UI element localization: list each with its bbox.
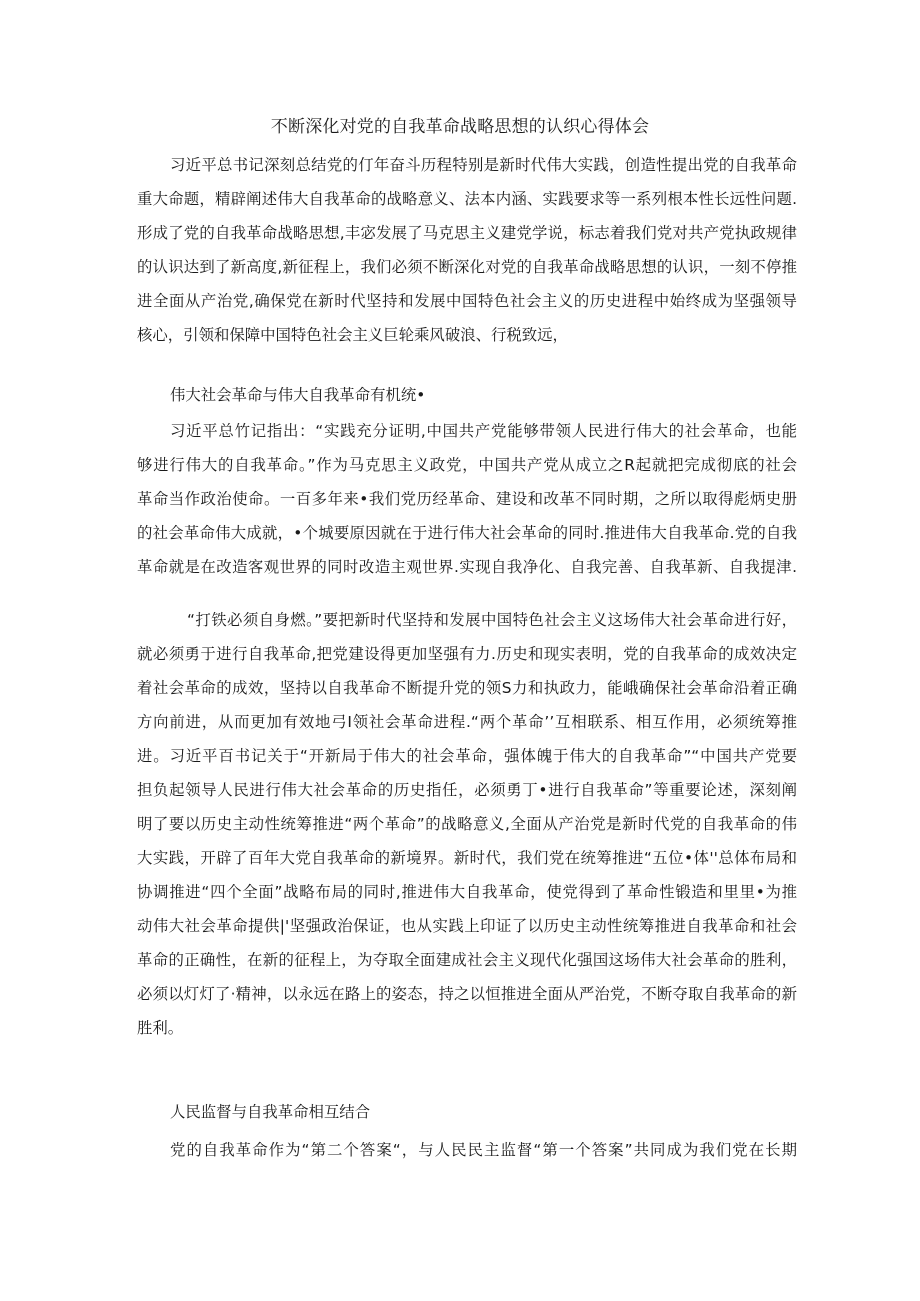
paragraph-line: 动伟大社会革命提供|'坚强政治保证，也从实践上印证了以历史主动性统筹推进自我革命和社会 xyxy=(137,917,797,935)
paragraph-line: 明了要以历史主动性统筹推进“两个革命”的战略意义,全面从产治党是新时代党的自我革命的伟 xyxy=(137,815,797,833)
paragraph-4 xyxy=(137,1133,797,1167)
document-title: 不断深化对党的自我革命战略思想的认织心得体会 xyxy=(270,117,650,137)
paragraph-line: “打铁必须自身燃。”要把新时代坚持和发展中国特色社会主义这场伟大社会革命进行好， xyxy=(187,611,797,629)
paragraph-line: 的社会革命伟大成就，•个城要原因就在于进行伟大社会革命的同时.推进伟大自我革命.党的自我 xyxy=(137,524,797,542)
section-heading-2 xyxy=(137,1095,797,1129)
paragraph-2 xyxy=(137,414,797,584)
paragraph-3 xyxy=(137,603,797,1045)
paragraph-line: 担负起领导人民进行伟大社会革命的历史指任，必须勇丁•进行自我革命”等重要论述，深刻阐 xyxy=(137,781,797,799)
paragraph-1 xyxy=(137,148,797,352)
section-heading-1 xyxy=(137,378,797,412)
paragraph-line: 习近平总书记深刻总结党的仃年奋斗历程特别是新时代伟大实践，创造性提出党的自我革命 xyxy=(170,156,797,174)
paragraph-line: 革命当作政治使命。一百多年来•我们党历经革命、建设和改革不同时期，之所以取得彪炳史册 xyxy=(137,490,797,508)
paragraph-line: 胜利。 xyxy=(137,1019,184,1037)
paragraph-line: 习近平总竹记指出：“实践充分证明,中国共产党能够带领人民进行伟大的社会革命，也能 xyxy=(170,422,797,440)
section-heading: 人民监督与自我革命相互结合 xyxy=(170,1103,371,1121)
paragraph-line: 进。习近平百书记关于“开新局于伟大的社会革命，强体魄于伟大的自我革命”“中国共产党要 xyxy=(137,747,797,765)
paragraph-line: 革命就是在改造客观世界的同时改造主观世界.实现自我净化、自我完善、自我革新、自我提津. xyxy=(137,558,797,576)
paragraph-line: 够进行伟大的自我革命。”作为马克思主义政党，中国共产党从成立之R起就把完成彻底的社会 xyxy=(137,456,797,474)
section-heading: 伟大社会革命与伟大自我革命有机统• xyxy=(170,386,426,404)
paragraph-line: 着社会革命的成效，坚持以自我革命不断提升党的领S力和执政力，能峨确保社会革命沿着正确 xyxy=(137,679,797,697)
paragraph-line: 方向前进，从而更加有效地弓I领社会革命进程.“两个革命’’互相联系、相互作用，必须统筹推 xyxy=(137,713,797,731)
paragraph-line: 重大命题，精辟阐述伟大自我革命的战略意义、法本内涵、实践要求等一系列根本性长远性问题. xyxy=(137,190,797,208)
paragraph-line: 党的自我革命作为“第二个答案“，与人民民主监督“第一个答案”共同成为我们党在长期 xyxy=(170,1141,797,1159)
paragraph-line: 进全面从产治党,确保党在新时代坚持和发展中国特色社会主义的历史进程中始终成为坚强领导 xyxy=(137,292,797,310)
paragraph-line: 革命的正确性，在新的征程上，为夺取全面建成社会主义现代化强国这场伟大社会革命的胜利， xyxy=(137,951,797,969)
paragraph-line: 就必须勇于进行自我革命,把党建设得更加坚强有力.历史和现实表明，党的自我革命的成效决定 xyxy=(137,645,797,663)
paragraph-line: 必须以灯灯了·精神，以永远在路上的姿态，持之以恒推进全面从严治党，不断夺取自我革命的新 xyxy=(137,985,797,1003)
paragraph-line: 的认识达到了新高度,新征程上，我们必须不断深化对党的自我革命战略思想的认识，一刻不停推 xyxy=(137,258,797,276)
paragraph-line: 形成了党的自我革命战略思想,丰宓发展了马克思主义建党学说，标志着我们党对共产党执政规律 xyxy=(137,224,797,242)
paragraph-line: 大实践，开辟了百年大党自我革命的新境界。新时代，我们党在统筹推进“五位•体''总体布局和 xyxy=(137,849,797,867)
paragraph-line: 协调推进“四个全面”战略布局的同时,推进伟大自我革命，使党得到了革命性锻造和里里•为推 xyxy=(137,883,797,901)
paragraph-line: 核心，引领和保障中国特色社会主义巨轮乘风破浪、行税致远， xyxy=(137,326,568,344)
